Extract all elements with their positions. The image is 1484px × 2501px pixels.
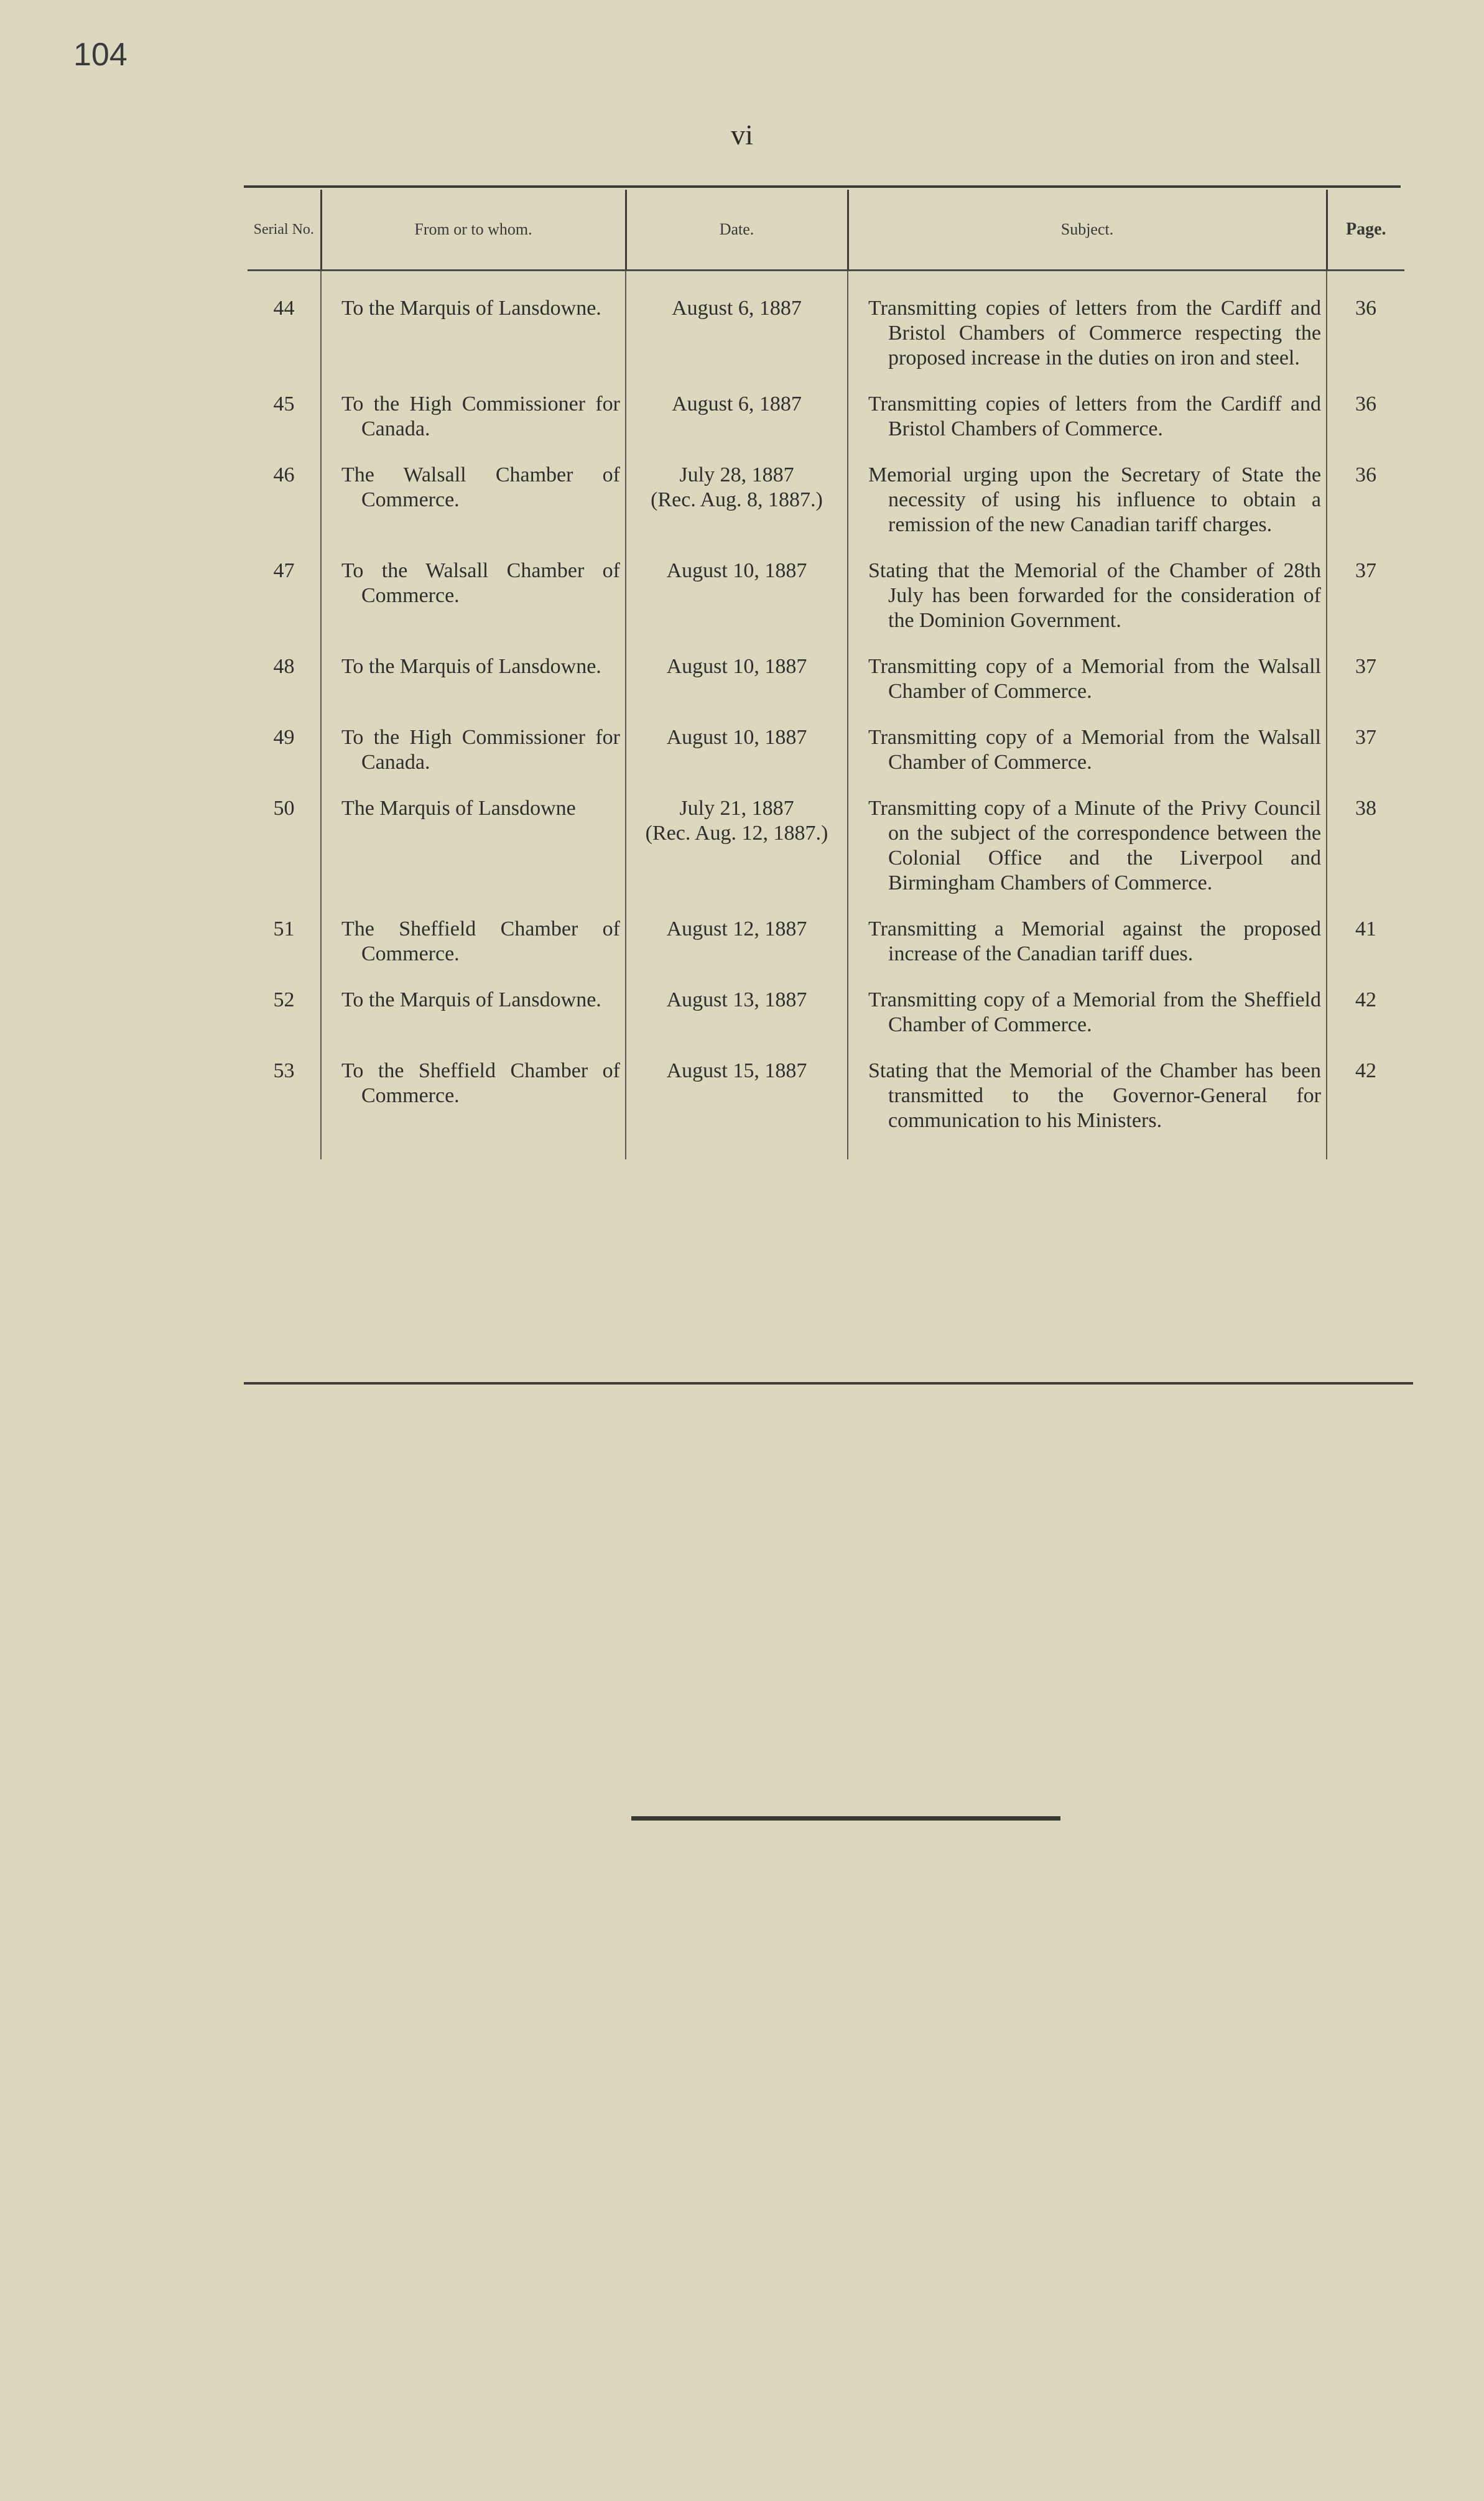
letter-date	[626, 725, 848, 796]
subject-text: Transmitting copies of letters from the Cardiff and Bristol Chambers of Commerce.	[848, 392, 1327, 463]
serial-number: 52	[273, 988, 295, 1011]
from-header: From or to whom.	[321, 190, 626, 271]
subject-header: Subject.	[848, 190, 1327, 271]
page-reference: 42	[1327, 988, 1404, 1059]
subject-text: Transmitting copy of a Memorial from the Walsall Chamber of Commerce.	[848, 725, 1327, 796]
correspondent: The Marquis of Lansdowne	[321, 796, 626, 917]
letter-date	[626, 1059, 848, 1159]
section-numeral: vi	[731, 119, 753, 151]
date-line: August 12, 1887	[666, 917, 807, 940]
serial-number: 49	[273, 726, 295, 749]
correspondent: To the Walsall Chamber of Commerce.	[321, 559, 626, 654]
page-reference: 36	[1327, 392, 1404, 463]
top-rule	[244, 185, 1401, 188]
page-reference: 36	[1327, 463, 1404, 559]
date-line: August 10, 1887	[666, 655, 807, 678]
serial-number: 53	[273, 1059, 295, 1082]
serial-number: 48	[273, 655, 295, 678]
date-line: August 10, 1887	[666, 559, 807, 582]
letter-date	[626, 796, 848, 917]
date-line: August 6, 1887	[672, 392, 802, 415]
table-row	[248, 1059, 1404, 1159]
page-reference: 37	[1327, 725, 1404, 796]
section-end-rule	[631, 1816, 1060, 1821]
header-row	[248, 190, 1404, 271]
correspondent: To the High Commissioner for Canada.	[321, 725, 626, 796]
page-header: Page.	[1327, 190, 1404, 271]
correspondent: To the Marquis of Lansdowne.	[321, 654, 626, 725]
bottom-rule	[244, 1382, 1413, 1385]
table-row	[248, 271, 1404, 392]
received-date-line: (Rec. Aug. 8, 1887.)	[651, 488, 823, 511]
serial-number: 44	[273, 297, 295, 320]
letter-date	[626, 917, 848, 988]
date-line: August 10, 1887	[666, 726, 807, 749]
page-reference: 36	[1327, 271, 1404, 392]
serial-number: 47	[273, 559, 295, 582]
date-line: July 21, 1887	[679, 797, 794, 820]
received-date-line: (Rec. Aug. 12, 1887.)	[645, 822, 828, 845]
correspondent: To the Marquis of Lansdowne.	[321, 271, 626, 392]
correspondence-table	[248, 190, 1404, 1159]
correspondent: To the Marquis of Lansdowne.	[321, 988, 626, 1059]
table-row	[248, 796, 1404, 917]
letter-date	[626, 654, 848, 725]
page-number: 104	[73, 37, 128, 73]
table-row	[248, 917, 1404, 988]
date-line: July 28, 1887	[679, 463, 794, 486]
serial-number: 50	[273, 797, 295, 820]
correspondent: The Sheffield Chamber of Commerce.	[321, 917, 626, 988]
letter-date	[626, 988, 848, 1059]
page-reference: 37	[1327, 654, 1404, 725]
date-line: August 13, 1887	[666, 988, 807, 1011]
letter-date	[626, 559, 848, 654]
subject-text: Transmitting copy of a Minute of the Privy Council on the subject of the correspondence between the Colonial Office and the Liverpool and Birmingham Chambers of Commerce.	[848, 796, 1327, 917]
table-row	[248, 463, 1404, 559]
correspondent: The Walsall Chamber of Commerce.	[321, 463, 626, 559]
serial-number: 45	[273, 392, 295, 415]
letter-date	[626, 392, 848, 463]
table-row	[248, 725, 1404, 796]
subject-text: Transmitting copy of a Memorial from the Sheffield Chamber of Commerce.	[848, 988, 1327, 1059]
letter-date	[626, 463, 848, 559]
date-header: Date.	[626, 190, 848, 271]
subject-text: Stating that the Memorial of the Chamber has been transmitted to the Governor-General for communication to his Ministers.	[848, 1059, 1327, 1159]
table-row	[248, 654, 1404, 725]
serial-header: Serial No.	[248, 190, 321, 271]
page-reference: 42	[1327, 1059, 1404, 1159]
letter-date	[626, 271, 848, 392]
table-row	[248, 392, 1404, 463]
subject-text: Transmitting copy of a Memorial from the Walsall Chamber of Commerce.	[848, 654, 1327, 725]
date-line: August 6, 1887	[672, 297, 802, 320]
serial-number: 51	[273, 917, 295, 940]
correspondent: To the Sheffield Chamber of Commerce.	[321, 1059, 626, 1159]
page-reference: 37	[1327, 559, 1404, 654]
table-row	[248, 559, 1404, 654]
table-row	[248, 988, 1404, 1059]
subject-text: Memorial urging upon the Secretary of State the necessity of using his influence to obtain a remission of the new Canadian tariff charges.	[848, 463, 1327, 559]
correspondent: To the High Commissioner for Canada.	[321, 392, 626, 463]
serial-number: 46	[273, 463, 295, 486]
subject-text: Transmitting a Memorial against the proposed increase of the Canadian tariff dues.	[848, 917, 1327, 988]
date-line: August 15, 1887	[666, 1059, 807, 1082]
subject-text: Stating that the Memorial of the Chamber of 28th July has been forwarded for the consideration of the Dominion Government.	[848, 559, 1327, 654]
page-reference: 41	[1327, 917, 1404, 988]
subject-text: Transmitting copies of letters from the Cardiff and Bristol Chambers of Commerce respecting the proposed increase in the duties on iron and steel.	[848, 271, 1327, 392]
page-reference: 38	[1327, 796, 1404, 917]
